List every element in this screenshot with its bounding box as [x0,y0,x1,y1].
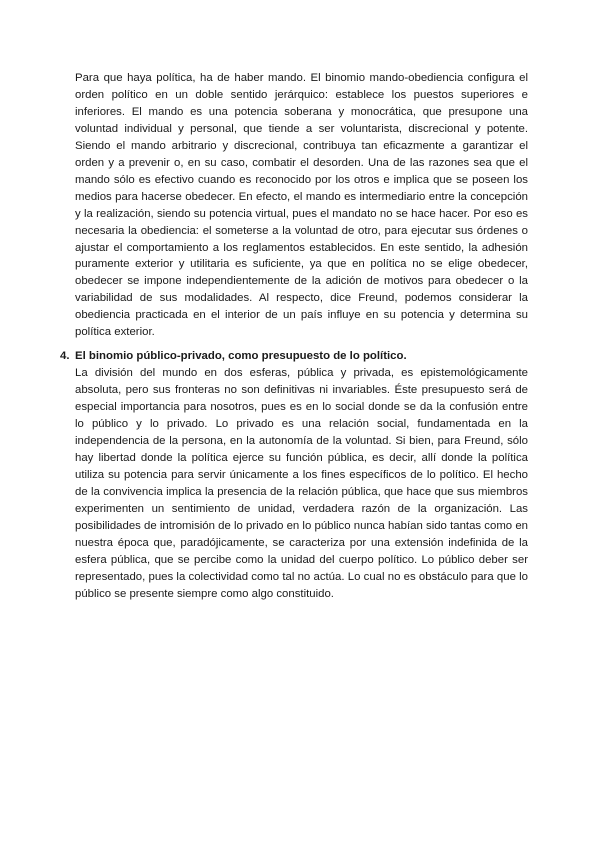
section-heading [60,341,528,365]
document-page [60,70,528,603]
section-title: El binomio público-privado, como presupuesto de lo político. [75,350,407,363]
section-number: 4. [60,350,70,363]
paragraph-publico-privado: La división del mundo en dos esferas, pública y privada, es epistemológicamente absoluta, pero sus fronteras no son definitivas ni invariables. Éste presupuesto será de especial importancia para nosotros, pues es en lo social donde se da la confusión entre lo público y lo privado. Lo privado es una relación social, fundamentada en la independencia de la persona, en la autonomía de la voluntad. Si bien, para Freund, sólo hay libertad donde la política ejerce su función pública, es decir, allí donde la política utiliza su potencia para servir únicamente a los fines específicos de lo político. El hecho de la convivencia implica la presencia de la relación pública, que hace que sus miembros experimenten un sentimiento de unidad, verdadera razón de la organización. Las posibilidades de intromisión de lo privado en lo público nunca habían sido tantas como en nuestra época que, paradójicamente, se caracteriza por una extensión indefinida de la esfera pública, que se percibe como la unidad del cuerpo político. Lo público deber ser representado, pues la colectividad como tal no actúa. Lo cual no es obstáculo para que lo público se presente siempre como algo constituido. [75,367,528,600]
paragraph-mando-obediencia: Para que haya política, ha de haber mando. El binomio mando-obediencia configura el orden político en un doble sentido jerárquico: establece los puestos superiores e inferiores. El mando es una potencia soberana y monocrática, que presupone una voluntad individual y personal, que tiende a ser voluntarista, discrecional y potente. Siendo el mando arbitrario y discrecional, contribuya tan eficazmente a garantizar el orden y a prevenir o, en su caso, combatir el desorden. Una de las razones sea que el mando sólo es efectivo cuando es reconocido por los otros e implica que se poseen los medios para hacerse obedecer. En efecto, el mando es intermediario entre la concepción y la realización, siendo su potencia virtual, pues el mandato no se hace hacer. Por eso es necesaria la obediencia: el someterse a la voluntad de otro, para ejecutar sus órdenes o ajustar el comportamiento a los reglamentos establecidos. En este sentido, la adhesión puramente exterior y utilitaria es suficiente, ya que en política no se elige obedecer, obedecer se impone independientemente de la adición de motivos para obedecer o la variabilidad de sus modalidades. Al respecto, dice Freund, podemos considerar la obediencia practicada en el interior de un país influye en su potencia y determina su política exterior. [75,72,528,339]
